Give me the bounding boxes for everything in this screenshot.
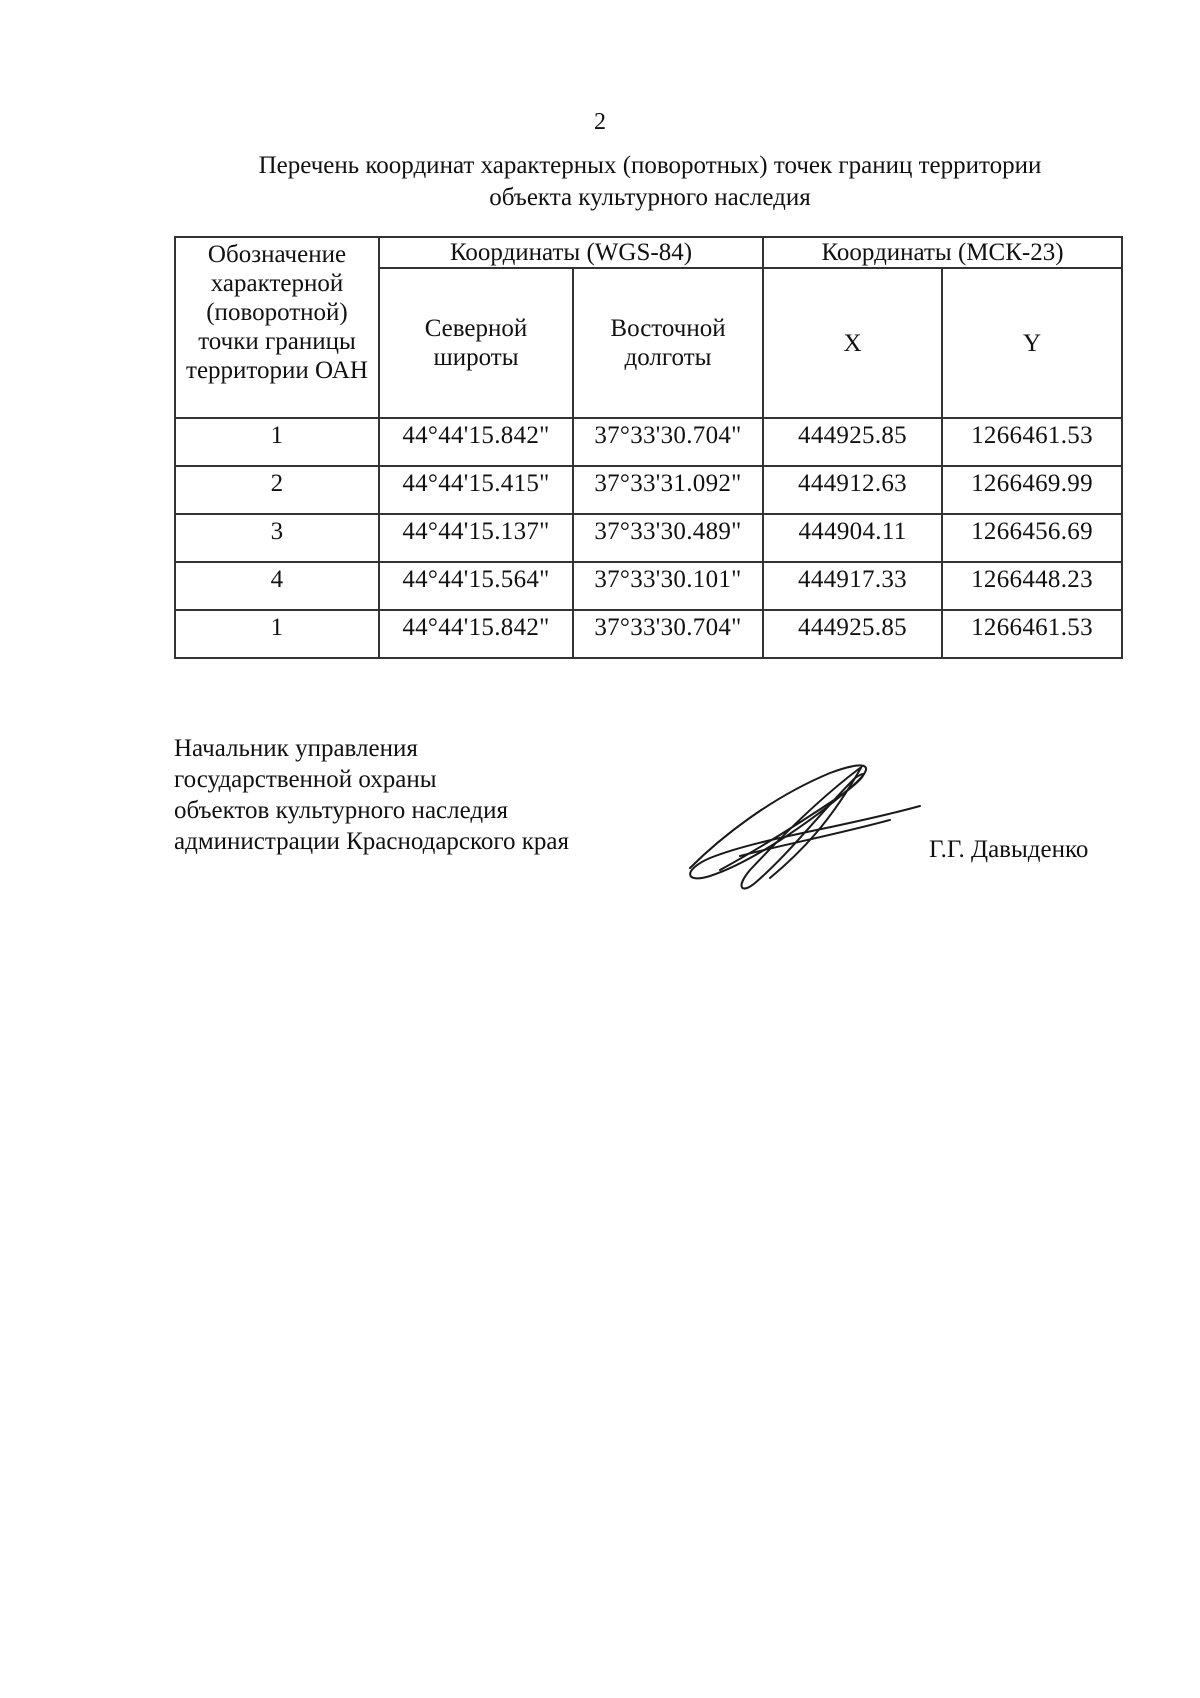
cell-point: 2	[175, 466, 379, 514]
cell-point: 3	[175, 514, 379, 562]
header-east-longitude: Восточной долготы	[573, 268, 763, 418]
header-north-latitude: Северной широты	[379, 268, 573, 418]
title-line-2: объекта культурного наследия	[489, 184, 811, 211]
cell-latitude: 44°44'15.842"	[379, 610, 573, 658]
cell-longitude: 37°33'30.101"	[573, 562, 763, 610]
header-y: Y	[942, 268, 1122, 418]
cell-latitude: 44°44'15.137"	[379, 514, 573, 562]
cell-latitude: 44°44'15.842"	[379, 418, 573, 466]
position-line: объектов культурного наследия	[174, 797, 508, 824]
handwritten-signature	[680, 758, 940, 898]
cell-y: 1266461.53	[942, 418, 1122, 466]
position-line: администрации Краснодарского края	[174, 828, 570, 855]
header-wgs84-group: Координаты (WGS-84)	[379, 237, 763, 268]
signatory-position	[174, 733, 569, 857]
cell-x: 444917.33	[763, 562, 942, 610]
title-line-1: Перечень координат характерных (поворотных) точек границ территории	[258, 152, 1042, 179]
cell-point: 4	[175, 562, 379, 610]
document-title	[150, 150, 1150, 214]
cell-point: 1	[175, 418, 379, 466]
header-x: X	[763, 268, 942, 418]
cell-longitude: 37°33'31.092"	[573, 466, 763, 514]
cell-x: 444904.11	[763, 514, 942, 562]
position-line: государственной охраны	[174, 766, 437, 793]
cell-longitude: 37°33'30.704"	[573, 610, 763, 658]
cell-y: 1266448.23	[942, 562, 1122, 610]
cell-y: 1266469.99	[942, 466, 1122, 514]
cell-x: 444925.85	[763, 610, 942, 658]
cell-longitude: 37°33'30.704"	[573, 418, 763, 466]
table-row	[175, 466, 1122, 514]
cell-latitude: 44°44'15.415"	[379, 466, 573, 514]
coordinates-table	[174, 236, 1123, 659]
cell-x: 444925.85	[763, 418, 942, 466]
cell-point: 1	[175, 610, 379, 658]
cell-y: 1266456.69	[942, 514, 1122, 562]
cell-latitude: 44°44'15.564"	[379, 562, 573, 610]
header-point-designation: Обозначение характерной (поворотной) точки границы территории ОАН	[175, 237, 379, 418]
signer-name: Г.Г. Давыденко	[929, 836, 1089, 863]
page-number: 2	[594, 109, 606, 135]
table-row	[175, 562, 1122, 610]
cell-x: 444912.63	[763, 466, 942, 514]
table-header-row-1	[175, 237, 1122, 268]
position-line: Начальник управления	[174, 735, 418, 762]
table-row	[175, 514, 1122, 562]
cell-y: 1266461.53	[942, 610, 1122, 658]
header-msk23-group: Координаты (МСК-23)	[763, 237, 1122, 268]
cell-longitude: 37°33'30.489"	[573, 514, 763, 562]
table-row	[175, 610, 1122, 658]
table-row	[175, 418, 1122, 466]
